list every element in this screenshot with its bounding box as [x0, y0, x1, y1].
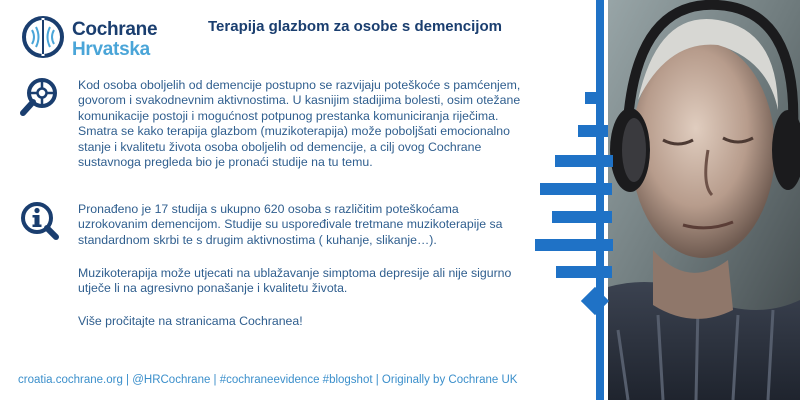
page-title: Terapija glazbom za osobe s demencijom	[208, 18, 502, 35]
footer-links: croatia.cochrane.org | @HRCochrane | #cochraneevidence #blogshot | Originally by Cochrane UK	[18, 374, 518, 386]
accent-stripe	[555, 155, 613, 167]
cochrane-logo-icon	[20, 14, 66, 60]
logo-line-hrvatska: Hrvatska	[72, 39, 150, 60]
elderly-person-with-headphones-photo	[598, 0, 800, 400]
results-paragraph: Pronađeno je 17 studija s ukupno 620 osoba s različitim poteškoćama uzrokovanim demencijom. Studije su uspoređivale tretmane muzikoterapije sa standardnom skrbi te s drugim aktivnostima ( kuhanje, slikanje…).	[78, 202, 503, 247]
accent-stripe	[540, 183, 612, 195]
info-magnifier-icon	[18, 200, 60, 242]
accent-stripe	[552, 211, 612, 223]
logo-text	[72, 20, 157, 60]
conclusion-paragraph: Muzikoterapija može utjecati na ublažavanje simptoma depresije ali nije sigurno utječe li na agresivno ponašanje i kvalitetu života.	[78, 266, 512, 296]
accent-stripe	[585, 92, 601, 104]
logo-line-cochrane: Cochrane	[72, 19, 158, 40]
read-more-text: Više pročitajte na stranicama Cochranea!	[78, 314, 303, 328]
vertical-accent-bar	[596, 0, 604, 400]
cochrane-logo	[20, 14, 190, 66]
accent-stripe	[556, 266, 612, 278]
accent-stripe	[535, 239, 613, 251]
intro-paragraph: Kod osoba oboljelih od demencije postupno se razvijaju poteškoće s pamćenjem, govorom i svakodnevnim aktivnostima. U kasnijim stadijima bolesti, osim otežane komunikacije postoji i mogućnost potpunog prestanka komuniciranja riječima. Smatra se kako terapija glazbom (muzikoterapija) može poboljšati emocionalno stanje i kvalitetu života osoba oboljelih od demencije, a cilj ovog Cochrane sustavnoga pregleda bio je pronaći studije na tu temu.	[78, 78, 521, 170]
accent-stripe	[578, 125, 608, 137]
magnifier-icon	[18, 76, 60, 118]
